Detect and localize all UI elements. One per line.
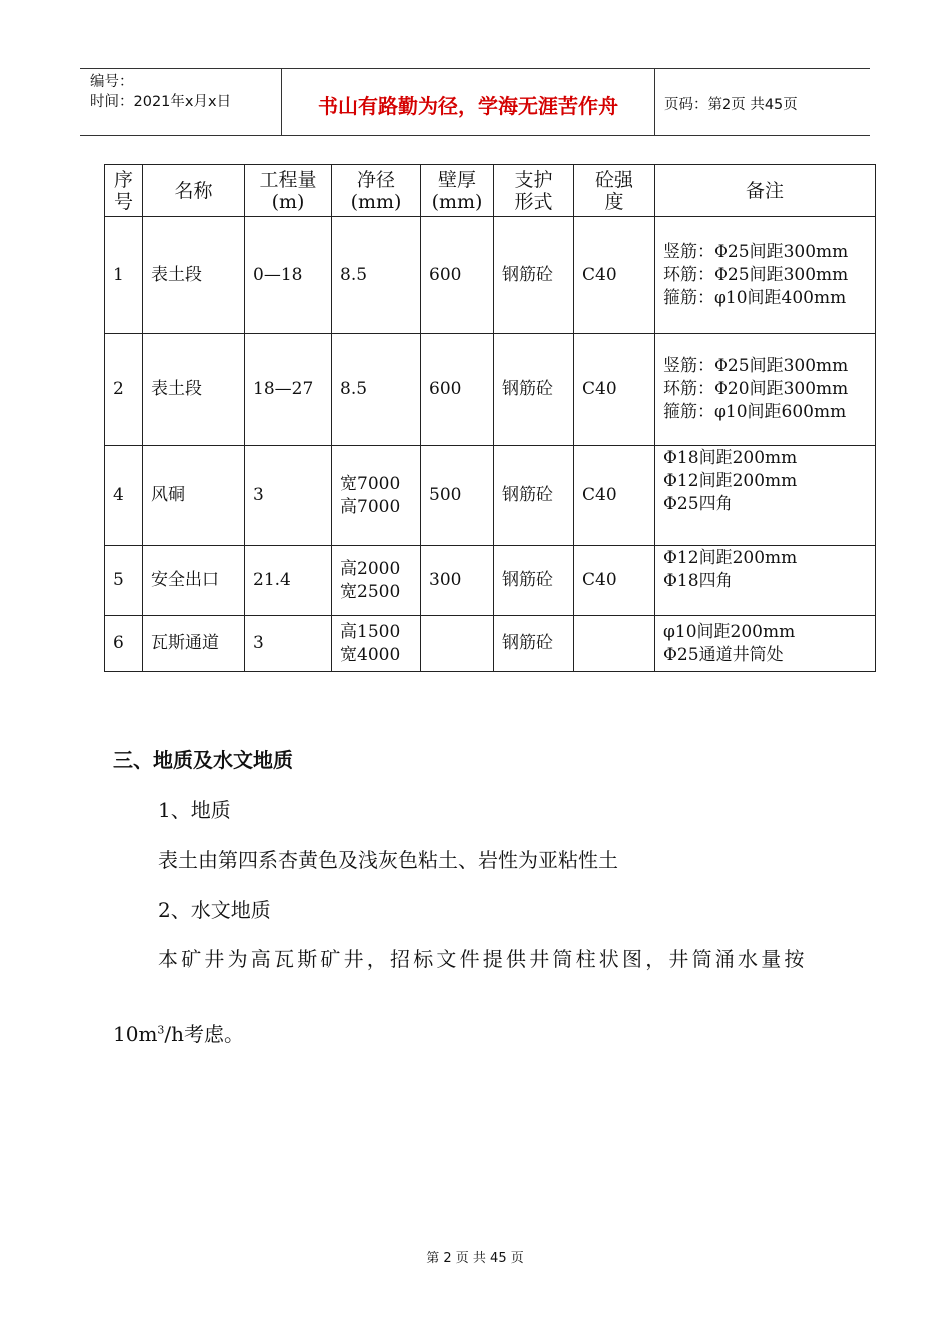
cell-notes: 竖筋：Φ25间距300mm 环筋：Φ25间距300mm 箍筋：φ10间距400mm — [655, 217, 876, 334]
header-divider — [281, 69, 282, 136]
cell-quantity: 21.4 — [245, 546, 332, 616]
page-footer: 第 2 页 共 45 页 — [426, 1251, 524, 1266]
cell-grade: C40 — [574, 446, 655, 546]
specification-table — [104, 164, 876, 672]
paragraph-hydrogeology: 本矿井为高瓦斯矿井，招标文件提供井筒柱状图，井筒涌水量按 — [158, 947, 808, 971]
cell-no: 5 — [105, 546, 143, 616]
cell-quantity: 3 — [245, 446, 332, 546]
header-divider — [654, 69, 655, 136]
col-header-no: 序 号 — [105, 165, 143, 217]
table-row — [105, 334, 876, 446]
cell-name: 风硐 — [143, 446, 245, 546]
table-row — [105, 217, 876, 334]
cell-notes: 竖筋：Φ25间距300mm 环筋：Φ20间距300mm 箍筋：φ10间距600mm — [655, 334, 876, 446]
cell-diameter: 8.5 — [332, 217, 421, 334]
table-row — [105, 616, 876, 672]
cell-wall: 500 — [421, 446, 494, 546]
cell-no: 1 — [105, 217, 143, 334]
cell-wall: 600 — [421, 334, 494, 446]
header-motto: 书山有路勤为径，学海无涯苦作舟 — [318, 94, 618, 118]
cell-grade: C40 — [574, 546, 655, 616]
cell-quantity: 18—27 — [245, 334, 332, 446]
cell-name: 瓦斯通道 — [143, 616, 245, 672]
cell-quantity: 3 — [245, 616, 332, 672]
cell-diameter: 宽7000 高7000 — [332, 446, 421, 546]
header-meta — [90, 72, 231, 112]
cell-no: 2 — [105, 334, 143, 446]
header-page-info: 页码：第2页 共45页 — [664, 97, 798, 113]
cell-grade: C40 — [574, 217, 655, 334]
cell-support: 钢筋砼 — [494, 334, 574, 446]
cell-quantity: 0—18 — [245, 217, 332, 334]
col-header-wall: 壁厚 (mm) — [421, 165, 494, 217]
cell-support: 钢筋砼 — [494, 217, 574, 334]
cell-wall: 600 — [421, 217, 494, 334]
header-bottom-rule — [80, 135, 870, 136]
cell-diameter: 高2000 宽2500 — [332, 546, 421, 616]
section-title: 三、地质及水文地质 — [113, 748, 293, 772]
paragraph-geology: 表土由第四系杏黄色及浅灰色粘土、岩性为亚粘性土 — [158, 848, 618, 872]
col-header-support: 支护 形式 — [494, 165, 574, 217]
cell-support: 钢筋砼 — [494, 446, 574, 546]
cell-wall — [421, 616, 494, 672]
header-time: 时间：2021年x月x日 — [90, 94, 232, 110]
cell-no: 6 — [105, 616, 143, 672]
cell-grade — [574, 616, 655, 672]
subsection-hydrogeology: 2、水文地质 — [158, 898, 271, 922]
cell-wall: 300 — [421, 546, 494, 616]
col-header-grade: 砼强 度 — [574, 165, 655, 217]
cell-name: 表土段 — [143, 334, 245, 446]
col-header-notes: 备注 — [655, 165, 876, 217]
cell-name: 表土段 — [143, 217, 245, 334]
cell-notes: φ10间距200mm Φ25通道井筒处 — [655, 616, 876, 672]
cell-notes: Φ12间距200mm Φ18四角 — [655, 546, 876, 616]
cell-grade: C40 — [574, 334, 655, 446]
cell-diameter: 8.5 — [332, 334, 421, 446]
table-row — [105, 446, 876, 546]
cell-support: 钢筋砼 — [494, 546, 574, 616]
cell-notes: Φ18间距200mm Φ12间距200mm Φ25四角 — [655, 446, 876, 546]
cell-support: 钢筋砼 — [494, 616, 574, 672]
subsection-geology: 1、地质 — [158, 798, 231, 822]
cell-no: 4 — [105, 446, 143, 546]
cell-name: 安全出口 — [143, 546, 245, 616]
paragraph-water-inflow: $10m^3/h$考虑。 — [113, 1022, 245, 1046]
header-top-rule — [80, 68, 870, 69]
table-header-row — [105, 165, 876, 217]
header-number: 编号： — [90, 74, 134, 90]
col-header-name: 名称 — [143, 165, 245, 217]
table-row — [105, 546, 876, 616]
col-header-quantity: 工程量 (m) — [245, 165, 332, 217]
col-header-diameter: 净径 (mm) — [332, 165, 421, 217]
cell-diameter: 高1500 宽4000 — [332, 616, 421, 672]
